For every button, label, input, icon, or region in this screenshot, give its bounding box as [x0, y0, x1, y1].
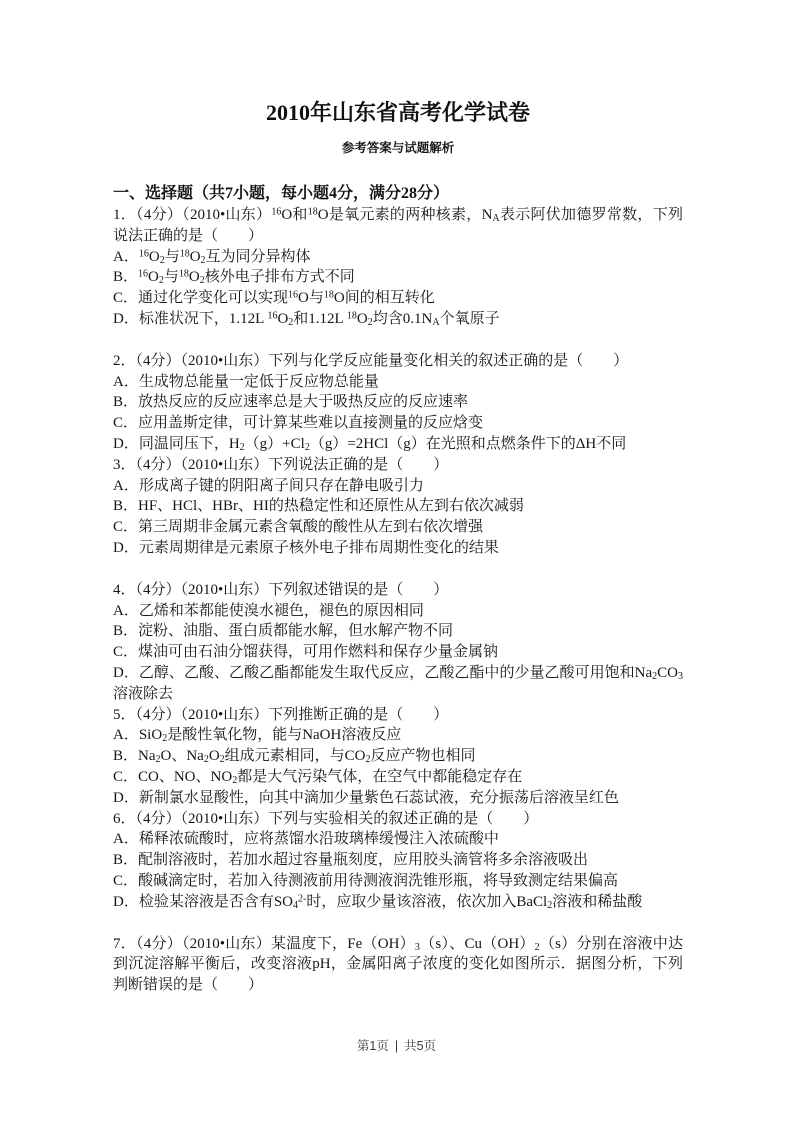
footer-separator: | — [394, 1039, 399, 1053]
question-5-stem: 5．（4分）（2010•山东）下列推断正确的是（ ） — [113, 706, 449, 723]
question-2-option-c: C．应用盖斯定律，可计算某些难以直接测量的反应焓变 — [113, 415, 484, 432]
question-5-option-d: D．新制氯水显酸性，向其中滴加少量紫色石蕊试液，充分振荡后溶液呈红色 — [113, 789, 619, 806]
question-6-option-a: A．稀释浓硫酸时，应将蒸馏水沿玻璃棒缓慢注入浓硫酸中 — [113, 831, 499, 848]
question-1-stem: 1．（4分）（2010•山东）$^{16}$O和$^{18}$O是氧元素的两种核素，$N_A$表示阿伏加德罗常数，下列说法正确的是（ ） — [113, 206, 683, 244]
question-3-option-a: A．形成离子键的阴阳离子间只存在静电吸引力 — [113, 477, 424, 494]
question-1-option-c: C．通过化学变化可以实现$^{16}$O与$^{18}$O间的相互转化 — [113, 289, 435, 307]
question-3-stem: 3．（4分）（2010•山东）下列说法正确的是（ ） — [113, 456, 449, 473]
question-3 — [113, 455, 683, 559]
page-title: 2010年山东省高考化学试卷 — [265, 100, 530, 125]
question-1-option-a: A．$^{16}O_2$与$^{18}O_2$互为同分异构体 — [113, 248, 311, 266]
question-3-option-c: C．第三周期非金属元素含氧酸的酸性从左到右依次增强 — [113, 519, 484, 536]
question-2-option-b: B．放热反应的反应速率总是大于吸热反应的反应速率 — [113, 394, 469, 411]
question-6-option-d: D．检验某溶液是否含有$SO_4^{2-}$时，应取少量该溶液，依次加入BaCl$_2$溶液和稀盐酸 — [113, 893, 643, 911]
question-6-stem: 6．（4分）（2010•山东）下列与实验相关的叙述正确的是（ ） — [113, 810, 539, 827]
question-7-stem: 7．（4分）（2010•山东）某温度下，$Fe(OH)_3(s)$、$Cu(OH)_2(s)$分别在溶液中达到沉淀溶解平衡后，改变溶液pH，金属阳离子浓度的变化如图所示．据图分析，下列判断错误的是（ ） — [113, 935, 684, 994]
question-4-option-c: C．煤油可由石油分馏获得，可用作燃料和保存少量金属钠 — [113, 644, 499, 661]
question-4 — [113, 580, 683, 705]
section-heading: 一、选择题（共7小题，每小题4分，满分28分） — [113, 185, 450, 202]
question-2 — [113, 351, 683, 455]
question-5 — [113, 705, 683, 809]
question-5-option-a: A．SiO$_2$是酸性氧化物，能与NaOH溶液反应 — [113, 727, 402, 745]
page-subtitle: 参考答案与试题解析 — [341, 141, 455, 155]
question-2-stem: 2．（4分）（2010•山东）下列与化学反应能量变化相关的叙述正确的是（ ） — [113, 352, 629, 369]
question-3-option-d: D．元素周期律是元素原子核外电子排布周期性变化的结果 — [113, 539, 499, 556]
question-2-option-a: A．生成物总能量一定低于反应物总能量 — [113, 373, 379, 390]
question-4-option-a: A．乙烯和苯都能使溴水褪色，褪色的原因相同 — [113, 602, 424, 619]
question-6-option-c: C．酸碱滴定时，若加入待测液前用待测液润洗锥形瓶，将导致测定结果偏高 — [113, 872, 619, 889]
question-3-option-b: B．HF、HCl、HBr、HI的热稳定性和还原性从左到右依次减弱 — [113, 498, 524, 515]
question-2-option-d: D．同温同压下，$H_2(g)+Cl_2(g)=2HCl(g)$在光照和点燃条件下的ΔH不同 — [113, 435, 627, 453]
footer-total-pages: 共5页 — [404, 1039, 437, 1053]
question-4-stem: 4．（4分）（2010•山东）下列叙述错误的是（ ） — [113, 581, 449, 598]
question-6-option-b: B．配制溶液时，若加水超过容量瓶刻度，应用胶头滴管将多余溶液吸出 — [113, 852, 589, 869]
page-footer — [0, 1038, 793, 1054]
question-4-option-b: B．淀粉、油脂、蛋白质都能水解，但水解产物不同 — [113, 623, 454, 640]
question-7 — [113, 934, 683, 996]
question-4-option-d: D．乙醇、乙酸、乙酸乙酯都能发生取代反应，乙酸乙酯中的少量乙酸可用饱和$Na_2CO_3$溶液除去 — [113, 664, 683, 702]
question-5-option-c: C．CO、NO、$NO_2$都是大气污染气体，在空气中都能稳定存在 — [113, 768, 523, 786]
question-5-option-b: B．$Na_2O$、$Na_2O_2$组成元素相同，与$CO_2$反应产物也相同 — [113, 748, 476, 766]
question-1 — [113, 205, 683, 330]
footer-current-page: 第1页 — [356, 1039, 389, 1053]
question-1-option-d: D．标准状况下，1.12L $^{16}O_2$和1.12L $^{18}O_2$均含$0.1N_A$个氧原子 — [113, 310, 500, 328]
question-1-option-b: B．$^{16}O_2$与$^{18}O_2$核外电子排布方式不同 — [113, 268, 355, 287]
question-6 — [113, 809, 683, 913]
